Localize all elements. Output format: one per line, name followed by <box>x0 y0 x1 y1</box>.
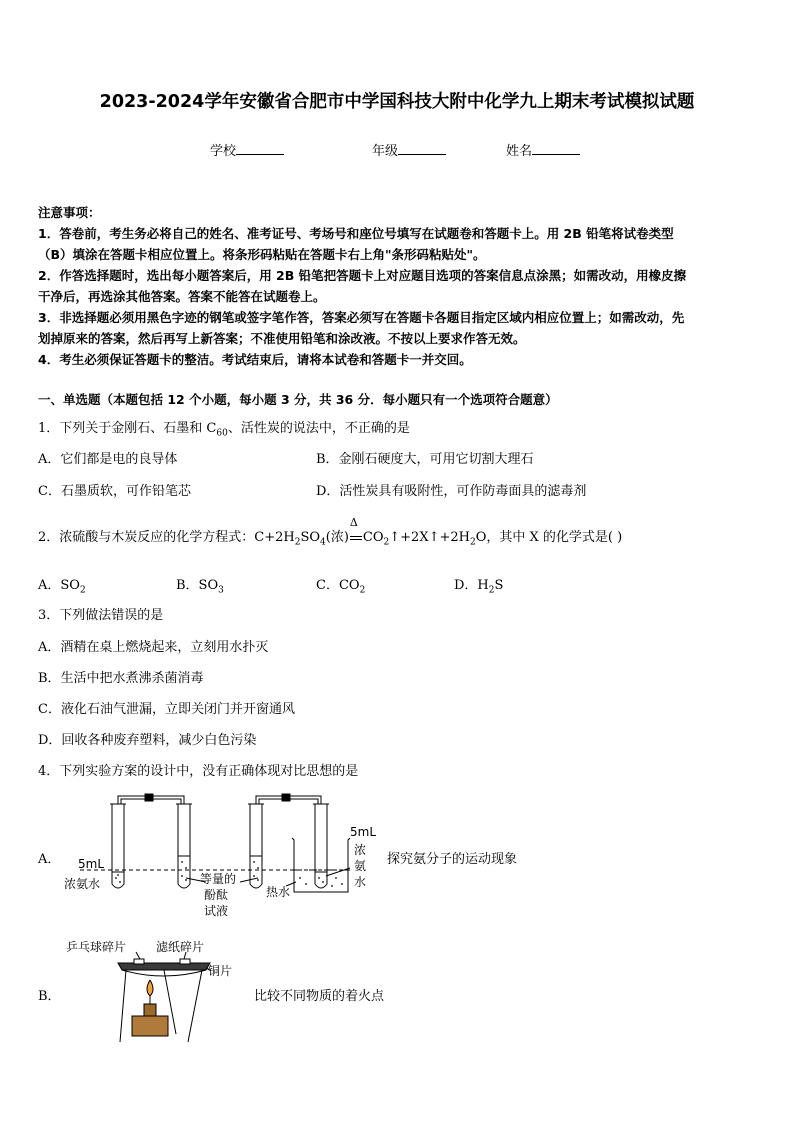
name-label: 姓名 <box>506 144 533 159</box>
q3-stem: 3．下列做法错误的是 <box>38 608 164 623</box>
fig-a-r3: 水 <box>354 875 367 889</box>
q3-option-a[interactable]: A．酒精在桌上燃烧起来，立刻用水扑灭 <box>38 640 269 655</box>
grade-label: 年级 <box>372 144 399 159</box>
fig-a-r1: 浓 <box>354 843 367 857</box>
school-label: 学校 <box>210 144 237 159</box>
notes-heading: 注意事项： <box>38 205 101 220</box>
q4-option-b-text: 比较不同物质的着火点 <box>254 989 385 1004</box>
section-heading: 一、单选题（本题包括 12 个小题，每小题 3 分，共 36 分．每小题只有一个选项符合题意） <box>38 392 558 407</box>
q1-option-b[interactable]: B．金刚石硬度大，可用它切割大理石 <box>316 452 534 467</box>
note-3: 3．非选择题必须用黑色字迹的钢笔或签字笔作答，答案必须写在答题卡各题目指定区域内相应位置上；如需改动，先 <box>38 310 685 325</box>
q1-stem: 1．下列关于金刚石、石墨和 $C_{60}$、活性炭的说法中，不正确的是 <box>38 421 410 439</box>
note-2: 2．作答选择题时，选出每小题答案后，用 2B 铅笔把答题卡上对应题目选项的答案信息点涂黑；如需改动，用橡皮擦 <box>38 268 687 283</box>
note-3b: 划掉原来的答案，然后再写上新答案；不准使用铅笔和涂改液。不按以上要求作答无效。 <box>38 331 526 346</box>
q4-option-a-text: 探究氨分子的运动现象 <box>387 852 518 867</box>
q1-option-d[interactable]: D．活性炭具有吸附性，可作防毒面具的滤毒剂 <box>316 484 587 499</box>
q2-option-a[interactable]: A．$SO_2$ <box>38 578 86 596</box>
fig-a-r2: 氨 <box>354 859 367 873</box>
page-title: 2023-2024学年安徽省合肥市中学国科技大附中化学九上期末考试模拟试题 <box>99 92 695 112</box>
fig-a-mid1: 等量的 <box>200 872 237 886</box>
grade-field[interactable] <box>372 140 446 159</box>
q4-stem: 4．下列实验方案的设计中，没有正确体现对比思想的是 <box>38 764 359 779</box>
ignition-point-figure <box>60 938 250 1048</box>
heat-symbol: Δ <box>349 516 358 529</box>
fig-a-hot-water: 热水 <box>266 885 291 899</box>
q2-option-d[interactable]: D．$H_2S$ <box>454 578 504 596</box>
q2-option-b[interactable]: B．$SO_3$ <box>176 578 224 596</box>
name-field[interactable] <box>506 140 580 159</box>
fig-b-pingpong: 乒乓球碎片 <box>66 940 127 954</box>
note-4: 4．考生必须保证答题卡的整洁。考试结束后，请将本试卷和答题卡一并交回。 <box>38 352 472 367</box>
q1-option-c[interactable]: C．石墨质软，可作铅笔芯 <box>38 484 191 499</box>
ammonia-diffusion-figure <box>60 786 380 926</box>
q2-stem: 2．浓硫酸与木炭反应的化学方程式：$C+2H_2SO_4$(浓) Δ $CO_2↑+2X↑+2H_2O$，其中 X 的化学式是( ) <box>38 516 623 548</box>
q3-option-b[interactable]: B．生活中把水煮沸杀菌消毒 <box>38 671 204 686</box>
fig-a-liquid-left: 浓氨水 <box>64 877 101 891</box>
note-1b: （B）填涂在答题卡相应位置上。将条形码粘贴在答题卡右上角"条形码粘贴处"。 <box>38 247 486 262</box>
q2-option-c[interactable]: C．$CO_2$ <box>316 578 366 596</box>
fig-b-copper: 铜片 <box>208 964 233 978</box>
q4-option-b-label[interactable]: B． <box>38 989 61 1004</box>
q4-option-a-label[interactable]: A． <box>38 852 61 867</box>
q3-option-d[interactable]: D．回收各种废弃塑料，减少白色污染 <box>38 733 257 748</box>
fig-a-mid3: 试液 <box>204 904 229 918</box>
school-field[interactable] <box>210 140 284 159</box>
fig-b-filter: 滤纸碎片 <box>156 940 205 954</box>
q3-option-c[interactable]: C．液化石油气泄漏，立即关闭门并开窗通风 <box>38 702 295 717</box>
note-2b: 干净后，再选涂其他答案。答案不能答在试题卷上。 <box>38 289 326 304</box>
note-1: 1．答卷前，考生务必将自己的姓名、准考证号、考场号和座位号填写在试题卷和答题卡上。用 2B 铅笔将试卷类型 <box>38 226 674 241</box>
fig-a-vol-right: 5mL <box>350 825 377 839</box>
q1-option-a[interactable]: A．它们都是电的良导体 <box>38 452 178 467</box>
fig-a-vol-left: 5mL <box>78 857 105 871</box>
fig-a-mid2: 酚酞 <box>204 888 229 902</box>
